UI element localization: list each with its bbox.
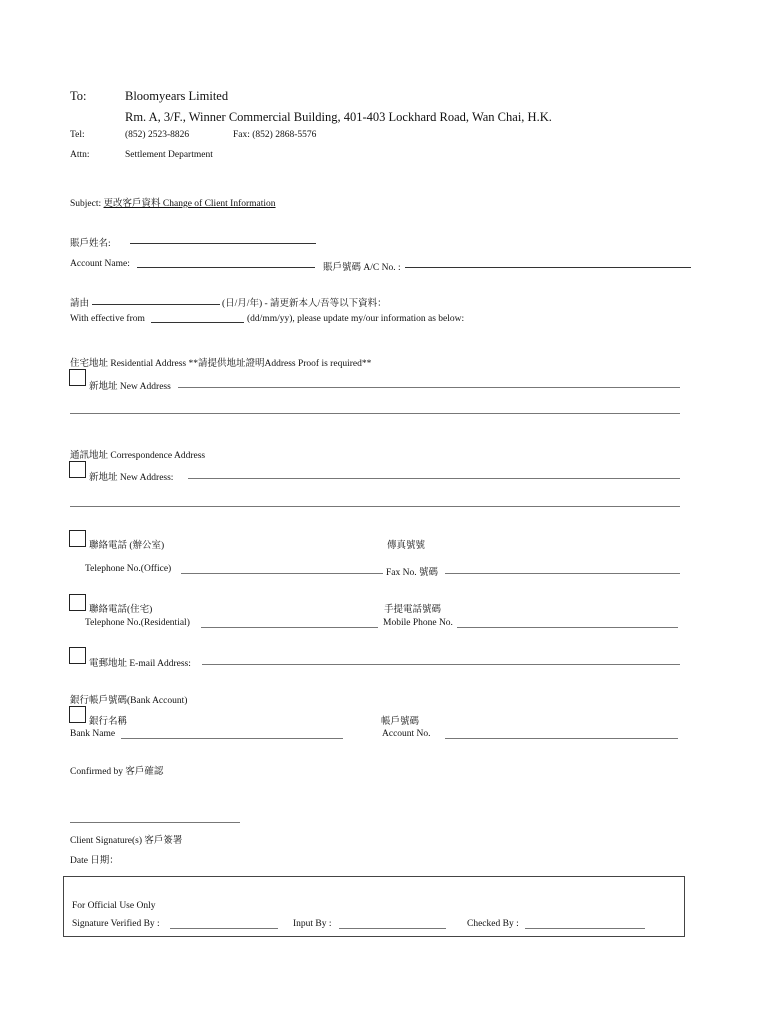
checked-by-label: Checked By : bbox=[467, 919, 519, 929]
checked-by-field[interactable] bbox=[525, 928, 645, 929]
correspondence-heading: 通訊地址 Correspondence Address bbox=[70, 451, 206, 461]
mobile-en: Mobile Phone No. bbox=[383, 618, 453, 628]
client-signature-field[interactable] bbox=[70, 822, 240, 823]
effective-cn-prefix: 請由 bbox=[70, 299, 90, 309]
fax-cn: 傳真號號 bbox=[387, 541, 426, 551]
phone-office-en: Telephone No.(Office) bbox=[85, 564, 172, 574]
mobile-field[interactable] bbox=[457, 627, 678, 628]
subject-label: Subject: bbox=[70, 199, 102, 209]
tel-number: (852) 2523-8826 bbox=[125, 130, 190, 140]
company-name: Bloomyears Limited bbox=[125, 89, 229, 103]
phone-office-cn: 聯絡電話 (辦公室) bbox=[89, 541, 165, 551]
phone-res-en: Telephone No.(Residential) bbox=[85, 618, 190, 628]
input-by-label: Input By : bbox=[293, 919, 332, 929]
attn-department: Settlement Department bbox=[125, 150, 213, 160]
effective-date-cn-field[interactable] bbox=[92, 304, 220, 305]
bank-account-cn: 帳戶號碼 bbox=[381, 717, 420, 727]
correspondence-checkbox[interactable] bbox=[69, 461, 86, 478]
phone-office-field[interactable] bbox=[181, 573, 383, 574]
residential-heading: 住宅地址 Residential Address **請提供地址證明Address Proof is required** bbox=[70, 359, 372, 369]
fax-field[interactable] bbox=[445, 573, 680, 574]
residential-checkbox[interactable] bbox=[69, 369, 86, 386]
residential-new-address-label: 新地址 New Address bbox=[89, 382, 171, 392]
bank-name-cn: 銀行名稱 bbox=[89, 717, 128, 727]
bank-account-field[interactable] bbox=[445, 738, 678, 739]
correspondence-address-field-2[interactable] bbox=[70, 506, 680, 507]
input-by-field[interactable] bbox=[339, 928, 446, 929]
email-label: 電郵地址 E-mail Address: bbox=[89, 659, 191, 669]
bank-name-en: Bank Name bbox=[70, 729, 116, 739]
account-no-label: 賬戶號碼 A/C No. : bbox=[323, 263, 401, 273]
attn-label: Attn: bbox=[70, 150, 90, 160]
account-name-en: Account Name: bbox=[70, 259, 130, 269]
subject-text: 更改客戶資料 Change of Client Information bbox=[103, 199, 276, 209]
company-address: Rm. A, 3/F., Winner Commercial Building, 401-403 Lockhard Road, Wan Chai, H.K. bbox=[125, 110, 552, 124]
confirmed-by-label: Confirmed by 客戶確認 bbox=[70, 767, 164, 777]
residential-address-field-1[interactable] bbox=[178, 387, 680, 388]
subject-line bbox=[70, 195, 276, 209]
fax-en: Fax No. 號碼 bbox=[386, 568, 438, 578]
signature-verified-label: Signature Verified By : bbox=[72, 919, 160, 929]
fax-number: Fax: (852) 2868-5576 bbox=[233, 130, 317, 140]
official-use-title: For Official Use Only bbox=[72, 901, 156, 911]
phone-res-cn: 聯絡電話(住宅) bbox=[89, 605, 153, 615]
phone-res-field[interactable] bbox=[201, 627, 378, 628]
account-name-field[interactable] bbox=[137, 267, 315, 268]
residential-address-field-2[interactable] bbox=[70, 413, 680, 414]
signature-verified-field[interactable] bbox=[170, 928, 278, 929]
email-checkbox[interactable] bbox=[69, 647, 86, 664]
phone-office-checkbox[interactable] bbox=[69, 530, 86, 547]
mobile-cn: 手提電話號碼 bbox=[384, 605, 442, 615]
email-field[interactable] bbox=[202, 664, 680, 665]
date-label: Date 日期： bbox=[70, 856, 119, 866]
client-signature-label: Client Signature(s) 客戶簽署 bbox=[70, 836, 183, 846]
correspondence-new-address-label: 新地址 New Address: bbox=[89, 473, 174, 483]
bank-name-field[interactable] bbox=[121, 738, 343, 739]
correspondence-address-field-1[interactable] bbox=[188, 478, 680, 479]
to-label: To: bbox=[70, 89, 87, 103]
effective-date-en-field[interactable] bbox=[151, 322, 244, 323]
effective-cn-suffix: (日/月/年) - 請更新本人/吾等以下資料： bbox=[222, 299, 387, 309]
effective-en-suffix: (dd/mm/yy), please update my/our information as below: bbox=[247, 314, 465, 324]
bank-checkbox[interactable] bbox=[69, 706, 86, 723]
effective-en-prefix: With effective from bbox=[70, 314, 145, 324]
tel-label: Tel: bbox=[70, 130, 85, 140]
account-no-field[interactable] bbox=[405, 267, 691, 268]
phone-res-checkbox[interactable] bbox=[69, 594, 86, 611]
account-name-cn-field[interactable] bbox=[130, 243, 316, 244]
bank-account-en: Account No. bbox=[382, 729, 431, 739]
account-name-cn: 賬戶姓名: bbox=[70, 239, 111, 249]
bank-heading: 銀行帳戶號碼(Bank Account) bbox=[70, 696, 188, 706]
